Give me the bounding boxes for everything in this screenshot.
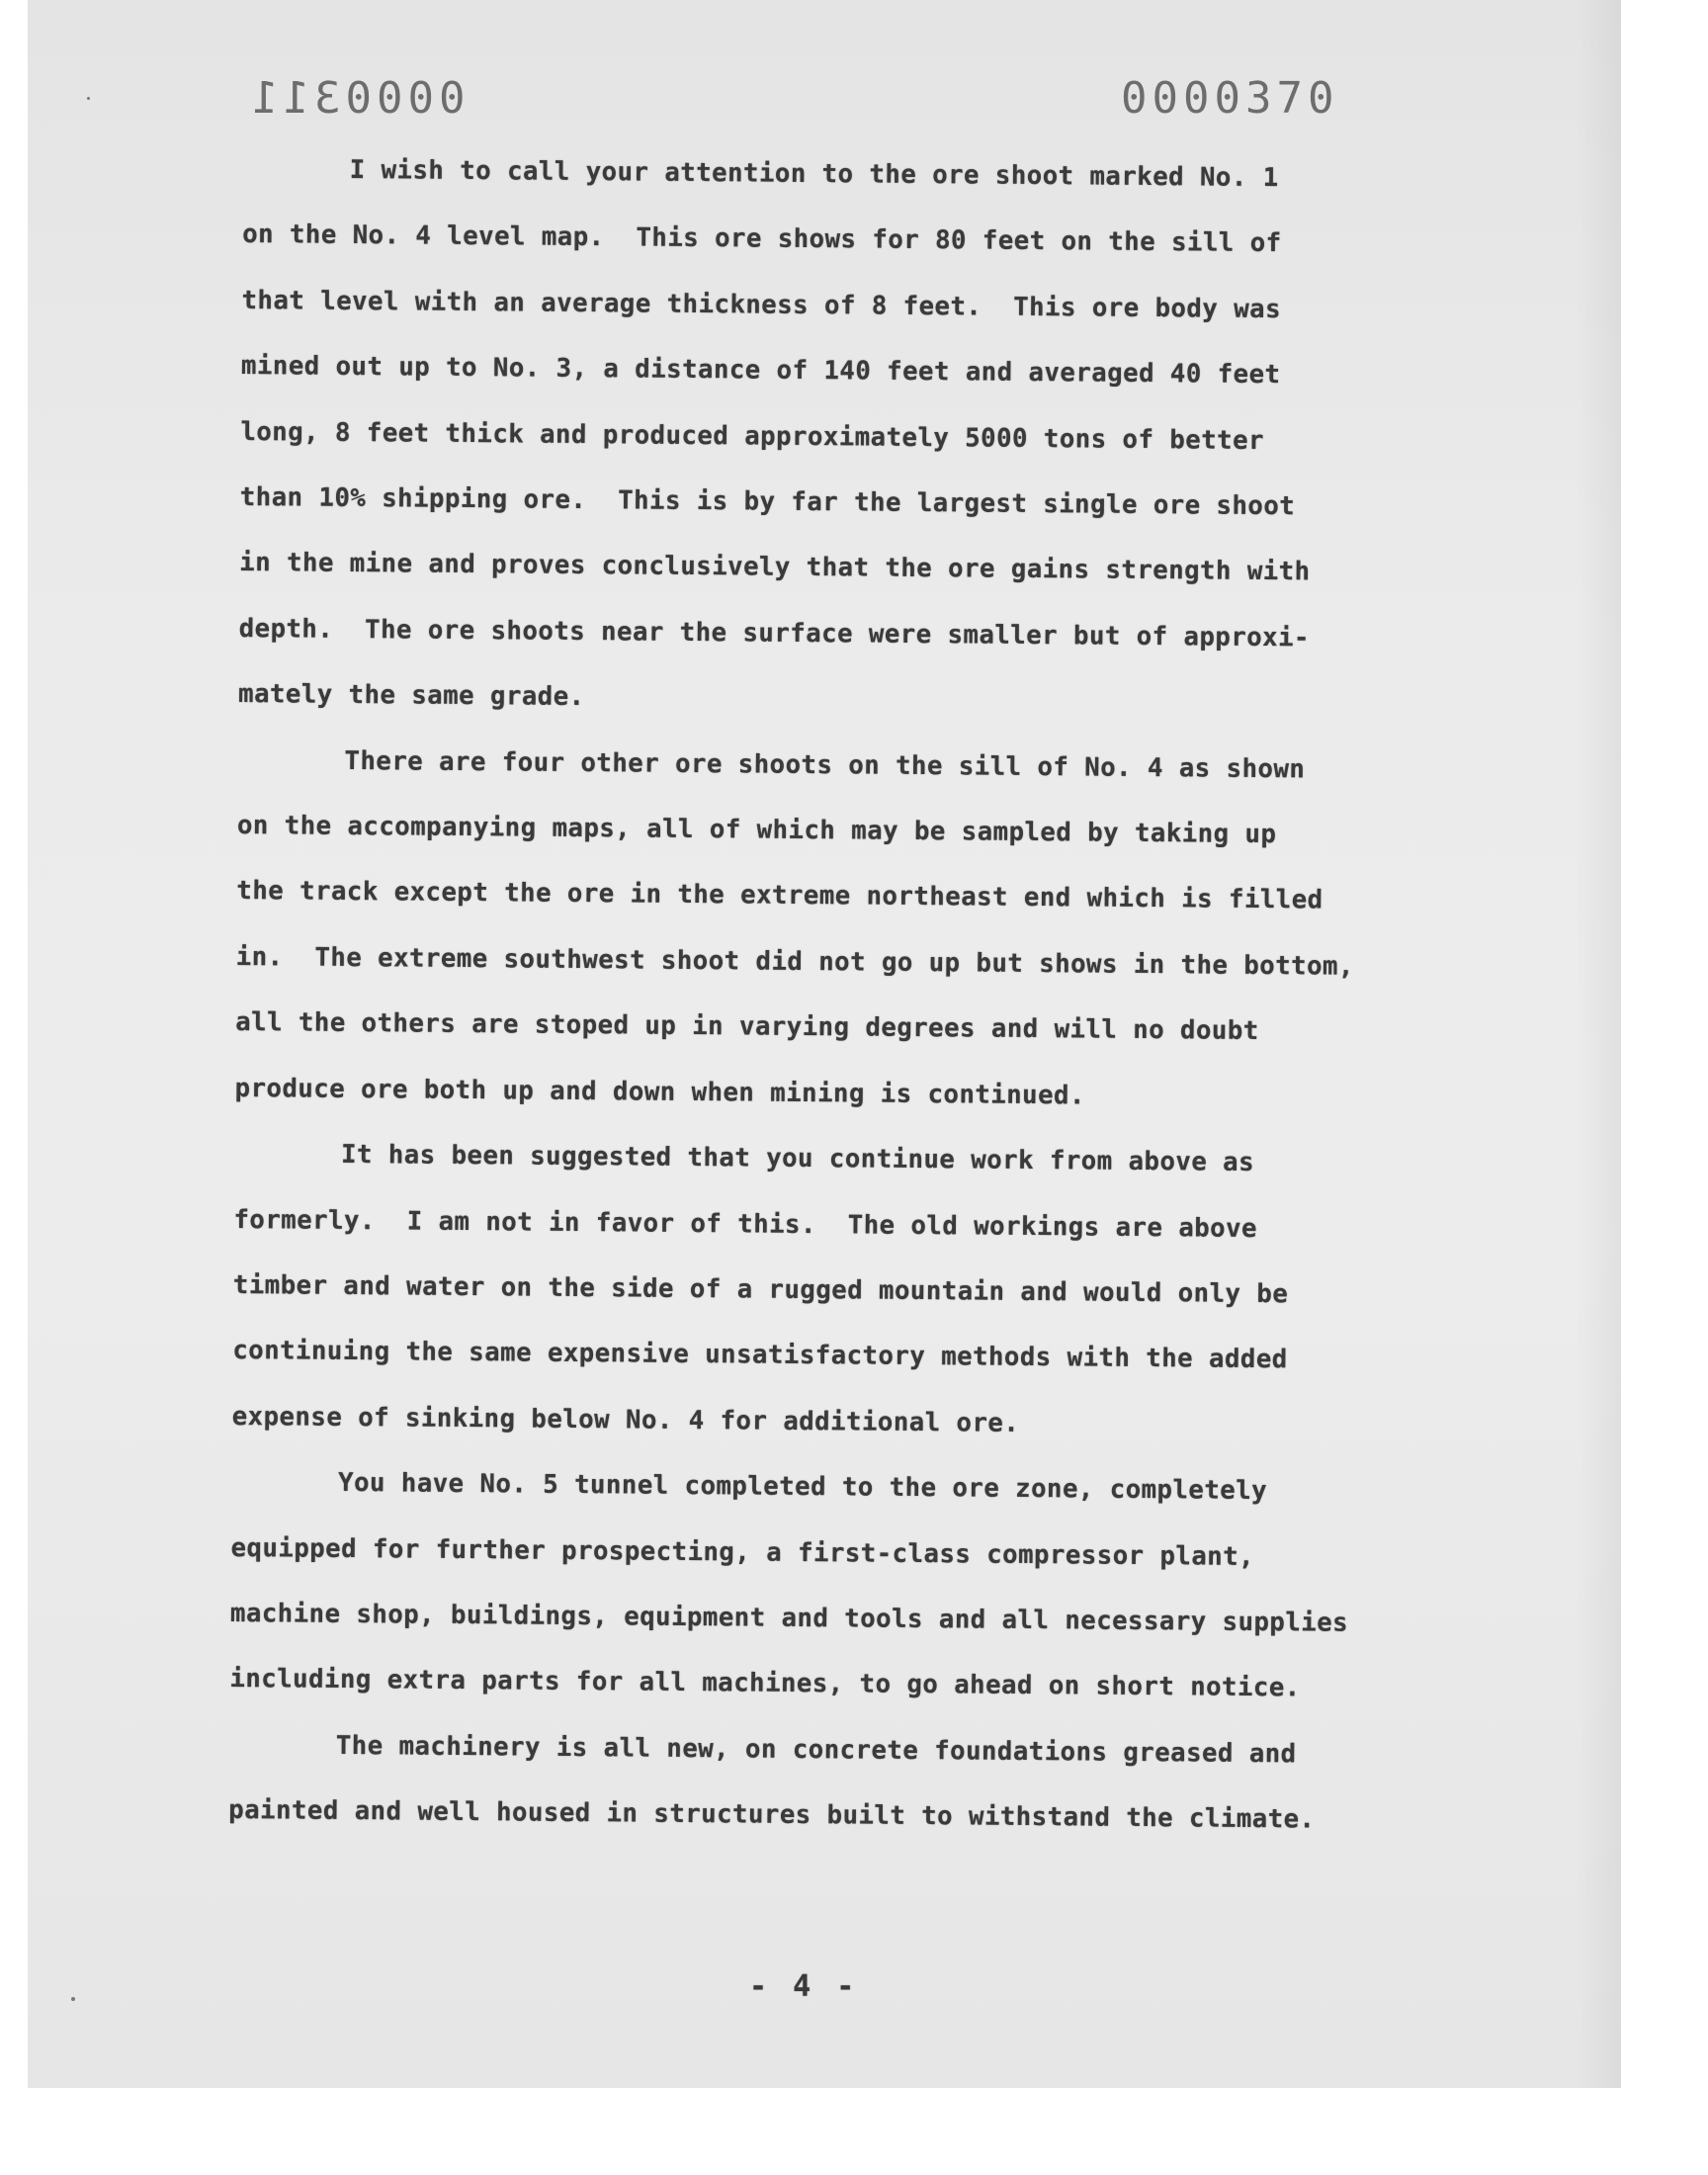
text-line: It has been suggested that you continue work from above as (340, 1139, 1255, 1178)
text-line: produce ore both up and down when mining is continued. (234, 1073, 1085, 1111)
text-line: the track except the ore in the extreme northeast end which is filled (236, 876, 1324, 916)
scanned-page (28, 0, 1621, 2088)
text-line: There are four other ore shoots on the sill of No. 4 as shown (344, 745, 1306, 785)
page-edge-shadow (1576, 0, 1621, 2088)
text-line: I wish to call your attention to the ore shoot marked No. 1 (349, 154, 1279, 194)
text-line: mately the same grade. (237, 679, 585, 713)
document-stamp-right: 0000370 (1121, 73, 1339, 124)
text-line: mined out up to No. 3, a distance of 140 feet and averaged 40 feet (240, 351, 1281, 391)
document-stamp-left: 0000311 (247, 73, 466, 124)
text-line: on the No. 4 level map. This ore shows for 80 feet on the sill of (242, 219, 1282, 259)
text-line: in. The extreme southwest shoot did not go up but shows in the bottom, (235, 941, 1354, 982)
text-line: machine shop, buildings, equipment and tools and all necessary supplies (229, 1598, 1349, 1638)
typed-body-text (228, 136, 1455, 1854)
text-line: The machinery is all new, on concrete foundations greased and (335, 1730, 1297, 1770)
text-line: continuing the same expensive unsatisfactory methods with the added (232, 1336, 1288, 1375)
text-line: in the mine and proves conclusively that the ore gains strength with (239, 548, 1311, 587)
text-line: equipped for further prospecting, a first-class compressor plant, (230, 1532, 1255, 1572)
text-line: that level with an average thickness of 8 feet. This ore body was (241, 285, 1282, 324)
text-line: on the accompanying maps, all of which may be sampled by taking up (236, 811, 1277, 850)
scan-speck (87, 97, 90, 100)
page-number: - 4 - (749, 1969, 859, 2004)
text-line: formerly. I am not in favor of this. The old workings are above (233, 1204, 1258, 1244)
text-line: all the others are stoped up in varying degrees and will no doubt (235, 1007, 1259, 1047)
text-line: long, 8 feet thick and produced approximately 5000 tons of better (240, 416, 1265, 456)
text-line: depth. The ore shoots near the surface were smaller but of approxi- (238, 613, 1311, 653)
scan-speck (71, 1997, 75, 2001)
text-line: timber and water on the side of a rugged mountain and would only be (232, 1269, 1289, 1310)
text-line: expense of sinking below No. 4 for additional ore. (231, 1401, 1020, 1438)
text-line: painted and well housed in structures built to withstand the climate. (228, 1795, 1316, 1835)
text-line: than 10% shipping ore. This is by far the largest single ore shoot (239, 482, 1296, 522)
text-line: including extra parts for all machines, to go ahead on short notice. (229, 1664, 1301, 1703)
text-line: You have No. 5 tunnel completed to the ore zone, completely (337, 1468, 1268, 1507)
